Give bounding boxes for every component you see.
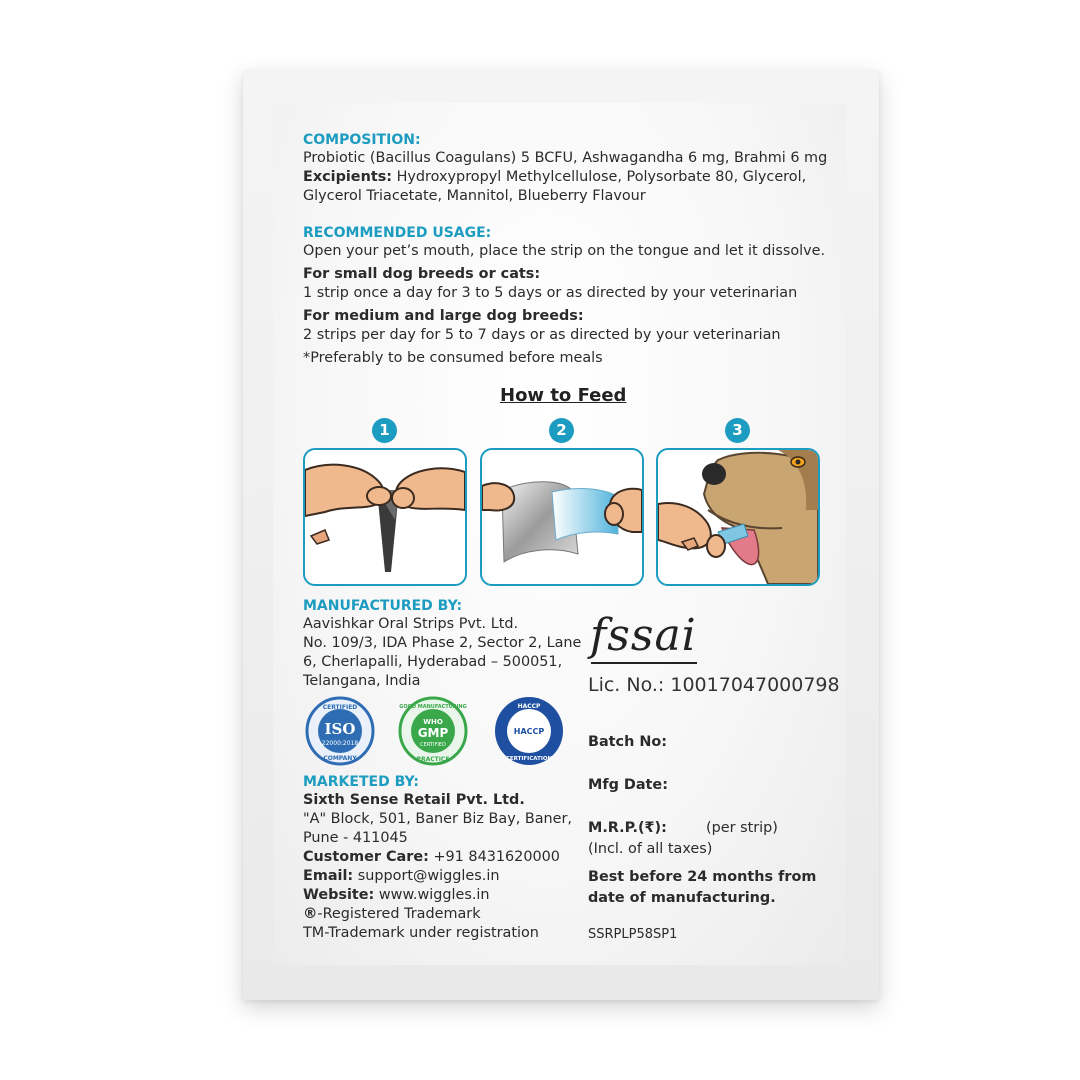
svg-text:COMPANY: COMPANY — [323, 755, 357, 762]
customer-care-number: +91 8431620000 — [428, 849, 560, 865]
gmp-certified-badge — [398, 696, 468, 766]
manufacturer-line-3: 6, Cherlapalli, Hyderabad – 500051, — [303, 654, 563, 670]
composition-line: Probiotic (Bacillus Coagulans) 5 BCFU, Ashwagandha 6 mg, Brahmi 6 mg — [303, 150, 828, 166]
fssai-license-number: Lic. No.: 10017047000798 — [588, 674, 840, 696]
best-before-line-1: Best before 24 months from — [588, 869, 817, 885]
website-value: www.wiggles.in — [374, 887, 490, 903]
large-breed-dosage: 2 strips per day for 5 to 7 days or as directed by your veterinarian — [303, 327, 781, 343]
product-code: SSRPLP58SP1 — [588, 927, 678, 942]
small-breed-dosage: 1 strip once a day for 3 to 5 days or as directed by your veterinarian — [303, 285, 798, 301]
excipients-line-2: Glycerol Triacetate, Mannitol, Blueberry Flavour — [303, 188, 646, 204]
step-3-illustration — [656, 448, 820, 586]
manufacturer-line-2: No. 109/3, IDA Phase 2, Sector 2, Lane — [303, 635, 582, 651]
mrp-label: M.R.P.(₹): — [588, 820, 667, 836]
usage-instruction: Open your pet’s mouth, place the strip on the tongue and let it dissolve. — [303, 243, 826, 259]
iso-certified-badge — [305, 696, 375, 766]
fssai-logo: fssai — [590, 610, 697, 661]
marketer-address-1: "A" Block, 501, Baner Biz Bay, Baner, — [303, 811, 573, 827]
svg-text:HACCP: HACCP — [517, 703, 541, 710]
trademark-line: TM-Trademark under registration — [303, 925, 539, 941]
usage-heading: RECOMMENDED USAGE: — [303, 225, 492, 241]
step-2-illustration — [480, 448, 644, 586]
fssai-underline — [591, 662, 697, 664]
marketer-name: Sixth Sense Retail Pvt. Ltd. — [303, 792, 525, 808]
excipients-line — [303, 168, 806, 187]
step-1-illustration — [303, 448, 467, 586]
svg-text:WHO: WHO — [423, 718, 443, 726]
svg-text:PRACTICE: PRACTICE — [416, 756, 450, 763]
email-value: support@wiggles.in — [353, 868, 500, 884]
svg-text:ISO: ISO — [324, 720, 356, 738]
svg-text:HACCP: HACCP — [513, 727, 545, 736]
customer-care-label: Customer Care: — [303, 849, 429, 865]
composition-heading: COMPOSITION: — [303, 132, 421, 148]
manufacturer-line-4: Telangana, India — [303, 673, 421, 689]
marketer-address-2: Pune - 411045 — [303, 830, 408, 846]
svg-text:GMP: GMP — [417, 726, 449, 740]
manufacturer-heading: MANUFACTURED BY: — [303, 598, 463, 614]
tax-note: (Incl. of all taxes) — [588, 841, 713, 857]
batch-number-label: Batch No: — [588, 734, 668, 750]
website-label: Website: — [303, 887, 375, 903]
step-2-number: 2 — [549, 418, 574, 443]
marketer-heading: MARKETED BY: — [303, 774, 419, 790]
mfg-date-label: Mfg Date: — [588, 777, 668, 793]
haccp-certified-badge — [494, 696, 564, 766]
svg-text:22000:2018: 22000:2018 — [321, 740, 359, 747]
registered-text: -Registered Trademark — [317, 906, 481, 922]
customer-care-line — [303, 848, 560, 867]
how-to-feed-title: How to Feed — [500, 385, 627, 406]
usage-note: *Preferably to be consumed before meals — [303, 350, 603, 366]
small-breed-heading: For small dog breeds or cats: — [303, 266, 541, 282]
best-before-line-2: date of manufacturing. — [588, 890, 776, 906]
svg-text:CERTIFICATION: CERTIFICATION — [505, 756, 553, 762]
registered-trademark-line — [303, 905, 481, 924]
excipients-text: Hydroxypropyl Methylcellulose, Polysorbate 80, Glycerol, — [392, 169, 807, 185]
website-line — [303, 886, 490, 905]
svg-text:GOOD MANUFACTURING: GOOD MANUFACTURING — [399, 704, 467, 710]
manufacturer-line-1: Aavishkar Oral Strips Pvt. Ltd. — [303, 616, 519, 632]
email-line — [303, 867, 499, 886]
email-label: Email: — [303, 868, 354, 884]
excipients-label: Excipients: — [303, 169, 393, 185]
svg-text:CERTIFIED: CERTIFIED — [322, 704, 358, 711]
step-3-number: 3 — [725, 418, 750, 443]
svg-text:CERTIFIED: CERTIFIED — [420, 742, 446, 748]
large-breed-heading: For medium and large dog breeds: — [303, 308, 584, 324]
step-1-number: 1 — [372, 418, 397, 443]
mrp-unit: (per strip) — [706, 820, 778, 836]
registered-symbol: ® — [303, 906, 318, 922]
